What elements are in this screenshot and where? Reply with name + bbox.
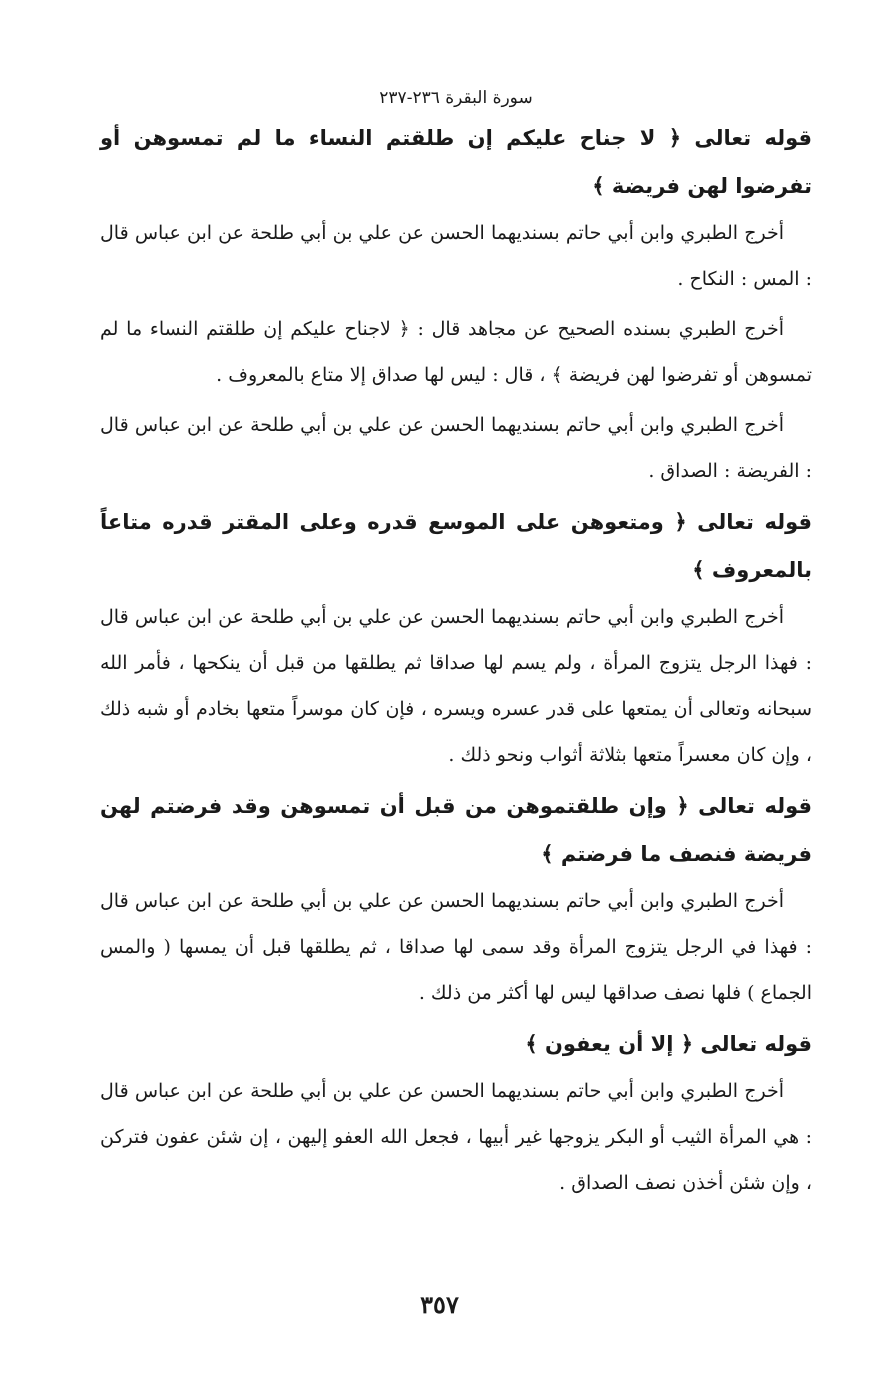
commentary-paragraph-6: أخرج الطبري وابن أبي حاتم بسنديهما الحسن عن علي بن أبي طلحة عن ابن عباس قال : هي المرأة الثيب أو البكر يزوجها غير أبيها ، فجعل الله العفو إليهن ، إن شئن عفون فتركن ، وإن شئن أخذن نصف الصداق .: [100, 1080, 812, 1194]
commentary-paragraph-3: أخرج الطبري وابن أبي حاتم بسنديهما الحسن عن علي بن أبي طلحة عن ابن عباس قال : الفريضة : الصداق .: [100, 414, 812, 482]
verse-heading-4: قوله تعالى ﴿ إلا أن يعفون ﴾: [525, 1032, 812, 1056]
page-body: [100, 84, 812, 1210]
commentary-paragraph-4: أخرج الطبري وابن أبي حاتم بسنديهما الحسن عن علي بن أبي طلحة عن ابن عباس قال : فهذا الرجل يتزوج المرأة ، ولم يسم لها صداقا ثم يطلقها من قبل أن ينكحها ، فأمر الله سبحانه وتعالى أن يمتعها على قدر عسره ويسره ، فإن كان موسراً متعها بخادم أو شبه ذلك ، وإن كان معسراً متعها بثلاثة أثواب ونحو ذلك .: [100, 606, 812, 766]
verse-heading-3: قوله تعالى ﴿ وإن طلقتموهن من قبل أن تمسوهن وقد فرضتم لهن فريضة فنصف ما فرضتم ﴾: [100, 794, 812, 866]
page-number: ٣٥٧: [420, 1290, 459, 1319]
verse-heading-2: قوله تعالى ﴿ ومتعوهن على الموسع قدره وعلى المقتر قدره متاعاً بالمعروف ﴾: [100, 510, 812, 582]
verse-heading-1: قوله تعالى ﴿ لا جناح عليكم إن طلقتم النساء ما لم تمسوهن أو تفرضوا لهن فريضة ﴾: [100, 126, 812, 198]
running-head: سورة البقرة ٢٣٦-٢٣٧: [379, 88, 533, 108]
commentary-paragraph-2: أخرج الطبري بسنده الصحيح عن مجاهد قال : ﴿ لاجناح عليكم إن طلقتم النساء ما لم تمسوهن أو تفرضوا لهن فريضة ﴾ ، قال : ليس لها صداق إلا متاع بالمعروف .: [100, 318, 812, 386]
commentary-paragraph-5: أخرج الطبري وابن أبي حاتم بسنديهما الحسن عن علي بن أبي طلحة عن ابن عباس قال : فهذا في الرجل يتزوج المرأة وقد سمى لها صداقا ، ثم يطلقها قبل أن يمسها ( والمس الجماع ) فلها نصف صداقها ليس لها أكثر من ذلك .: [100, 890, 812, 1004]
commentary-paragraph-1: أخرج الطبري وابن أبي حاتم بسنديهما الحسن عن علي بن أبي طلحة عن ابن عباس قال : المس : النكاح .: [100, 222, 812, 290]
